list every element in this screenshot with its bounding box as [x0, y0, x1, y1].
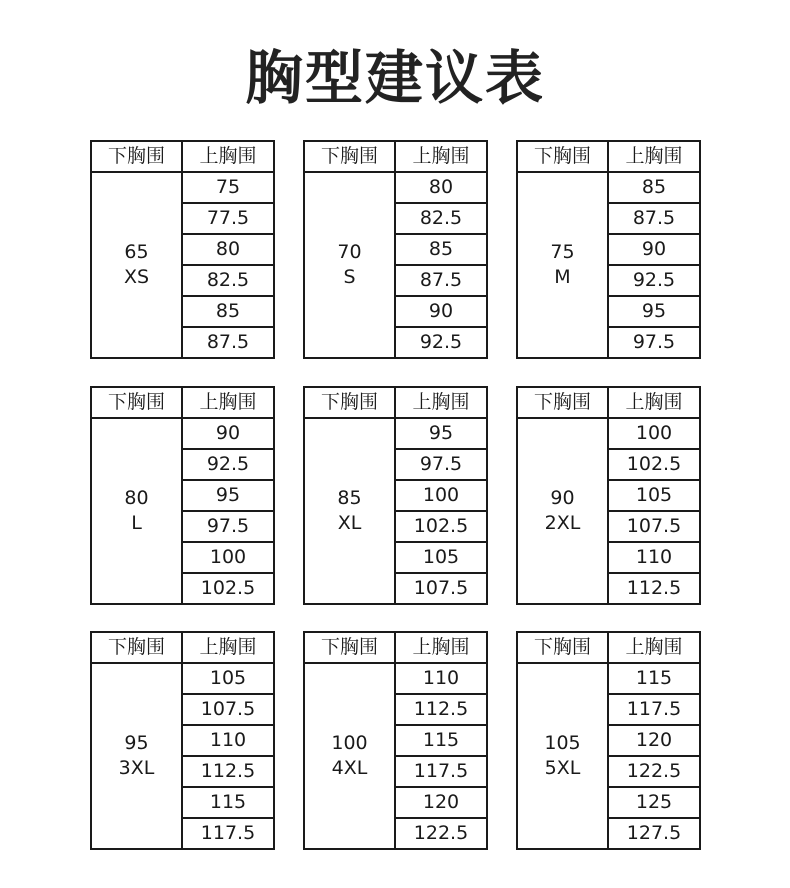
under-bust-value: 75	[550, 241, 575, 263]
under-bust-value: 85	[337, 487, 362, 509]
header-under-bust: 下胸围	[517, 387, 608, 418]
over-bust-value: 97.5	[395, 449, 487, 480]
header-row	[517, 632, 700, 663]
under-bust-cell	[91, 418, 182, 604]
size-label: 3XL	[118, 757, 155, 779]
over-bust-value: 107.5	[608, 511, 700, 542]
header-row	[304, 387, 487, 418]
header-under-bust: 下胸围	[304, 632, 395, 663]
under-bust-cell	[517, 418, 608, 604]
page-title: 胸型建议表	[244, 44, 545, 112]
over-bust-value: 87.5	[608, 203, 700, 234]
over-bust-value: 102.5	[395, 511, 487, 542]
over-bust-value: 110	[395, 663, 487, 694]
size-label: 5XL	[544, 757, 581, 779]
over-bust-value: 120	[608, 725, 700, 756]
over-bust-value: 122.5	[608, 756, 700, 787]
under-bust-value: 65	[124, 241, 149, 263]
header-over-bust: 上胸围	[608, 387, 700, 418]
size-label: 4XL	[331, 757, 368, 779]
table-row	[517, 418, 700, 449]
header-over-bust: 上胸围	[182, 387, 274, 418]
size-table-s	[303, 140, 488, 359]
over-bust-value: 115	[608, 663, 700, 694]
header-row	[91, 141, 274, 172]
table-row	[304, 663, 487, 694]
table-row	[91, 418, 274, 449]
header-over-bust: 上胸围	[608, 632, 700, 663]
over-bust-value: 100	[182, 542, 274, 573]
over-bust-value: 97.5	[608, 327, 700, 358]
header-row	[91, 387, 274, 418]
over-bust-value: 75	[182, 172, 274, 203]
over-bust-value: 92.5	[395, 327, 487, 358]
table-row	[517, 663, 700, 694]
size-table-xl	[303, 386, 488, 605]
header-over-bust: 上胸围	[395, 141, 487, 172]
over-bust-value: 112.5	[182, 756, 274, 787]
over-bust-value: 105	[608, 480, 700, 511]
over-bust-value: 110	[608, 542, 700, 573]
over-bust-value: 115	[182, 787, 274, 818]
header-row	[517, 387, 700, 418]
over-bust-value: 97.5	[182, 511, 274, 542]
over-bust-value: 85	[608, 172, 700, 203]
over-bust-value: 110	[182, 725, 274, 756]
over-bust-value: 107.5	[182, 694, 274, 725]
size-table-m	[516, 140, 701, 359]
over-bust-value: 82.5	[395, 203, 487, 234]
size-label: S	[343, 266, 356, 288]
size-chart-grid	[90, 140, 700, 850]
over-bust-value: 112.5	[608, 573, 700, 604]
header-row	[517, 141, 700, 172]
header-under-bust: 下胸围	[304, 387, 395, 418]
over-bust-value: 85	[395, 234, 487, 265]
over-bust-value: 125	[608, 787, 700, 818]
header-over-bust: 上胸围	[182, 141, 274, 172]
over-bust-value: 102.5	[182, 573, 274, 604]
size-table-l	[90, 386, 275, 605]
size-label: XS	[123, 266, 150, 288]
under-bust-cell	[91, 663, 182, 849]
under-bust-value: 95	[124, 732, 149, 754]
over-bust-value: 80	[395, 172, 487, 203]
over-bust-value: 107.5	[395, 573, 487, 604]
over-bust-value: 120	[395, 787, 487, 818]
size-table-4xl	[303, 631, 488, 850]
size-table-xs	[90, 140, 275, 359]
over-bust-value: 122.5	[395, 818, 487, 849]
under-bust-cell	[304, 418, 395, 604]
over-bust-value: 77.5	[182, 203, 274, 234]
under-bust-cell	[304, 663, 395, 849]
header-row	[304, 632, 487, 663]
over-bust-value: 105	[182, 663, 274, 694]
over-bust-value: 100	[395, 480, 487, 511]
over-bust-value: 95	[395, 418, 487, 449]
table-row	[304, 172, 487, 203]
header-under-bust: 下胸围	[91, 632, 182, 663]
size-label: L	[131, 512, 142, 534]
size-table-5xl	[516, 631, 701, 850]
under-bust-cell	[304, 172, 395, 358]
under-bust-cell	[91, 172, 182, 358]
under-bust-value: 105	[544, 732, 581, 754]
under-bust-cell	[517, 172, 608, 358]
under-bust-cell	[517, 663, 608, 849]
over-bust-value: 112.5	[395, 694, 487, 725]
over-bust-value: 90	[608, 234, 700, 265]
table-row	[517, 172, 700, 203]
header-row	[304, 141, 487, 172]
size-label: M	[554, 266, 571, 288]
under-bust-value: 80	[124, 487, 149, 509]
over-bust-value: 117.5	[182, 818, 274, 849]
header-over-bust: 上胸围	[395, 387, 487, 418]
over-bust-value: 102.5	[608, 449, 700, 480]
header-row	[91, 632, 274, 663]
over-bust-value: 100	[608, 418, 700, 449]
over-bust-value: 85	[182, 296, 274, 327]
over-bust-value: 95	[608, 296, 700, 327]
over-bust-value: 90	[395, 296, 487, 327]
header-under-bust: 下胸围	[517, 632, 608, 663]
over-bust-value: 90	[182, 418, 274, 449]
table-row	[91, 663, 274, 694]
header-over-bust: 上胸围	[608, 141, 700, 172]
header-under-bust: 下胸围	[517, 141, 608, 172]
size-table-2xl	[516, 386, 701, 605]
over-bust-value: 82.5	[182, 265, 274, 296]
over-bust-value: 87.5	[182, 327, 274, 358]
size-label: 2XL	[544, 512, 581, 534]
table-row	[91, 172, 274, 203]
under-bust-value: 100	[331, 732, 368, 754]
under-bust-value: 70	[337, 241, 362, 263]
over-bust-value: 80	[182, 234, 274, 265]
over-bust-value: 92.5	[608, 265, 700, 296]
header-over-bust: 上胸围	[395, 632, 487, 663]
header-under-bust: 下胸围	[304, 141, 395, 172]
header-over-bust: 上胸围	[182, 632, 274, 663]
over-bust-value: 115	[395, 725, 487, 756]
under-bust-value: 90	[550, 487, 575, 509]
over-bust-value: 92.5	[182, 449, 274, 480]
over-bust-value: 105	[395, 542, 487, 573]
over-bust-value: 87.5	[395, 265, 487, 296]
over-bust-value: 117.5	[395, 756, 487, 787]
table-row	[304, 418, 487, 449]
over-bust-value: 127.5	[608, 818, 700, 849]
header-under-bust: 下胸围	[91, 141, 182, 172]
size-label: XL	[337, 512, 362, 534]
header-under-bust: 下胸围	[91, 387, 182, 418]
size-table-3xl	[90, 631, 275, 850]
over-bust-value: 95	[182, 480, 274, 511]
over-bust-value: 117.5	[608, 694, 700, 725]
